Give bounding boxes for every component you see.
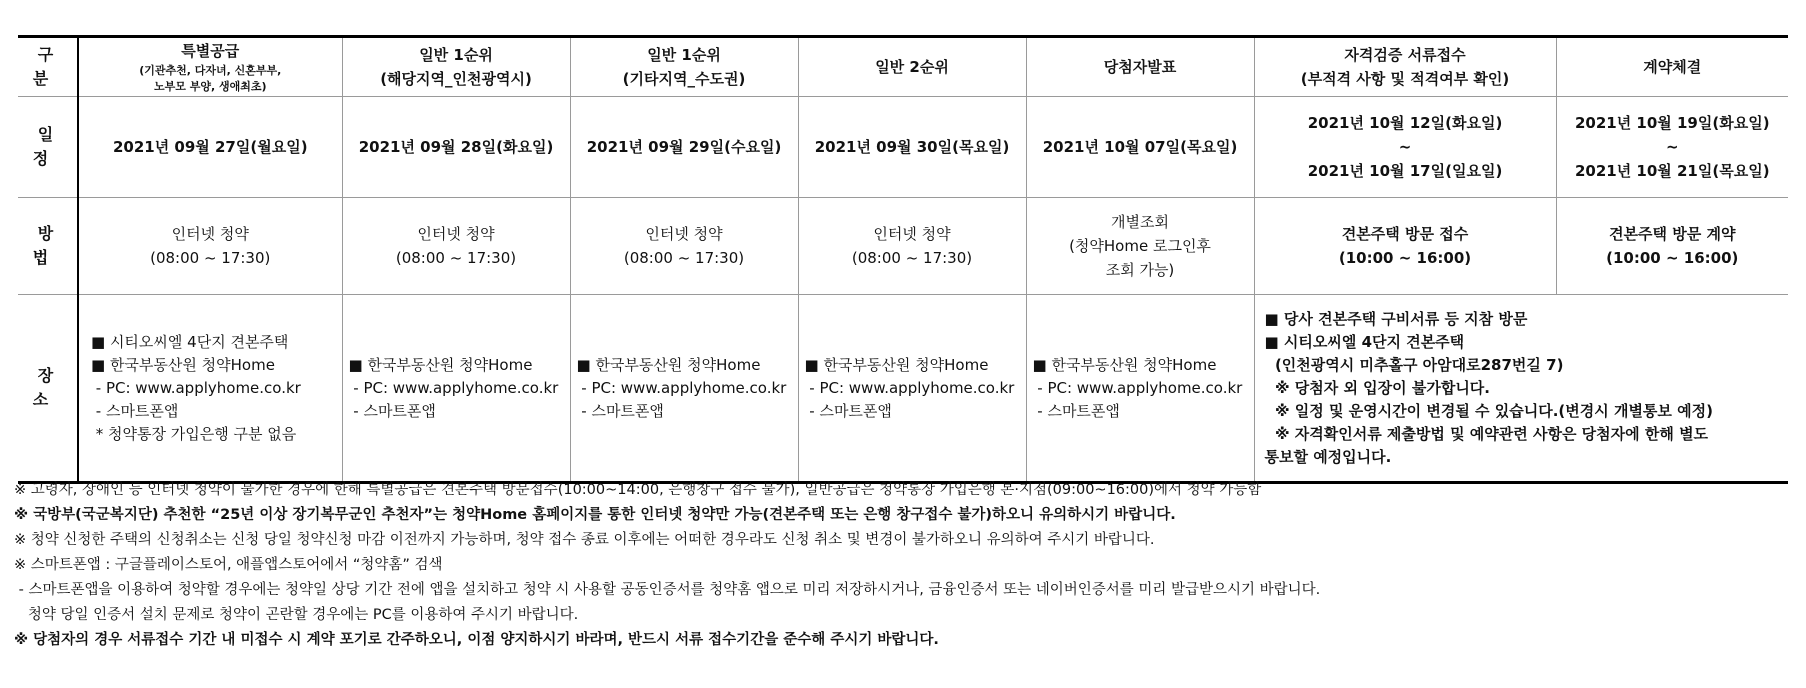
header-special-supply: 특별공급 (기관추천, 다자녀, 신혼부부, 노부모 부양, 생애최초) — [78, 37, 342, 97]
date-cell: 2021년 09월 27일(월요일) — [78, 97, 342, 198]
note-line: - 스마트폰앱을 이용하여 청약할 경우에는 청약일 상당 기간 전에 앱을 설치하고 청약 시 사용할 공동인증서를 청약홈 앱으로 미리 저장하시거나, 금융인증서 또는 네이버인증서를 미리 발급받으시기 바랍니다. — [14, 582, 1321, 598]
note-line: ※ 청약 신청한 주택의 신청취소는 신청 당일 청약신청 마감 이전까지 가능하며, 청약 접수 종료 이후에는 어떠한 경우라도 신청 취소 및 변경이 불가하오니 유의하여 주시기 바랍니다. — [14, 532, 1155, 548]
method-cell: 인터넷 청약 (08:00 ~ 17:30) — [342, 198, 570, 295]
header-contract: 계약체결 — [1556, 37, 1788, 97]
method-cell: 인터넷 청약 (08:00 ~ 17:30) — [570, 198, 798, 295]
header-winner-announcement: 당첨자발표 — [1026, 37, 1254, 97]
row-label-method: 방 법 — [18, 198, 78, 295]
method-row — [18, 198, 1788, 295]
note-line: ※ 스마트폰앱 : 구글플레이스토어, 애플앱스토어에서 “청약홈” 검색 — [14, 557, 443, 573]
method-cell: 개별조회 (청약Home 로그인후 조회 가능) — [1026, 198, 1254, 295]
method-cell: 인터넷 청약 (08:00 ~ 17:30) — [798, 198, 1026, 295]
row-label-date: 일 정 — [18, 97, 78, 198]
date-cell: 2021년 10월 07일(목요일) — [1026, 97, 1254, 198]
note-line: 청약 당일 인증서 설치 문제로 청약이 곤란할 경우에는 PC를 이용하여 주시기 바랍니다. — [14, 607, 579, 623]
note-line: ※ 국방부(국군복지단) 추천한 “25년 이상 장기복무군인 추천자”는 청약Home 홈페이지를 통한 인터넷 청약만 가능(견본주택 또는 은행 창구접수 불가)하오니 유의하시기 바랍니다. — [14, 507, 1176, 523]
header-general-2nd: 일반 2순위 — [798, 37, 1026, 97]
method-cell: 인터넷 청약 (08:00 ~ 17:30) — [78, 198, 342, 295]
row-label-category: 구 분 — [18, 37, 78, 97]
method-cell: 견본주택 방문 계약 (10:00 ~ 16:00) — [1556, 198, 1788, 295]
place-cell-special: ■ 시티오씨엘 4단지 견본주택 ■ 한국부동산원 청약Home - PC: www.applyhome.co.kr - 스마트폰앱 * 청약통장 가입은행 구분 없음 — [78, 295, 342, 483]
date-cell: 2021년 09월 28일(화요일) — [342, 97, 570, 198]
row-label-place: 장 소 — [18, 295, 78, 483]
method-cell: 견본주택 방문 접수 (10:00 ~ 16:00) — [1254, 198, 1556, 295]
place-cell: ■ 한국부동산원 청약Home - PC: www.applyhome.co.kr - 스마트폰앱 — [570, 295, 798, 483]
note-line: ※ 고령자, 장애인 등 인터넷 청약이 불가한 경우에 한해 특별공급은 견본주택 방문접수(10:00~14:00, 은행창구 접수 불가), 일반공급은 청약통장 가입은행 본·지점(09:00~16:00)에서 청약 가능함 — [14, 482, 1262, 498]
place-cell: ■ 한국부동산원 청약Home - PC: www.applyhome.co.kr - 스마트폰앱 — [798, 295, 1026, 483]
header-general-1st-other: 일반 1순위 (기타지역_수도권) — [570, 37, 798, 97]
schedule-table — [18, 35, 1788, 484]
place-cell-documents-contract: ■ 당사 견본주택 구비서류 등 지참 방문 ■ 시티오씨엘 4단지 견본주택 (인천광역시 미추홀구 아암대로287번길 7) ※ 당첨자 외 입장이 불가합니다. ※ 일정 및 운영시간이 변경될 수 있습니다.(변경시 개별통보 예정) ※ 자격확인서류 제출방법 및 예약관련 사항은 당첨자에 한해 별도 통보할 예정입니다. — [1254, 295, 1788, 483]
header-row — [18, 37, 1788, 97]
date-row — [18, 97, 1788, 198]
place-cell: ■ 한국부동산원 청약Home - PC: www.applyhome.co.kr - 스마트폰앱 — [1026, 295, 1254, 483]
place-row — [18, 295, 1788, 483]
date-cell: 2021년 10월 12일(화요일) ~ 2021년 10월 17일(일요일) — [1254, 97, 1556, 198]
date-cell: 2021년 09월 30일(목요일) — [798, 97, 1026, 198]
date-cell: 2021년 09월 29일(수요일) — [570, 97, 798, 198]
notes-section — [14, 478, 1794, 653]
header-general-1st-local: 일반 1순위 (해당지역_인천광역시) — [342, 37, 570, 97]
place-cell: ■ 한국부동산원 청약Home - PC: www.applyhome.co.kr - 스마트폰앱 — [342, 295, 570, 483]
note-line: ※ 당첨자의 경우 서류접수 기간 내 미접수 시 계약 포기로 간주하오니, 이점 양지하시기 바라며, 반드시 서류 접수기간을 준수해 주시기 바랍니다. — [14, 632, 939, 648]
header-document-submission: 자격검증 서류접수 (부적격 사항 및 적격여부 확인) — [1254, 37, 1556, 97]
date-cell: 2021년 10월 19일(화요일) ~ 2021년 10월 21일(목요일) — [1556, 97, 1788, 198]
